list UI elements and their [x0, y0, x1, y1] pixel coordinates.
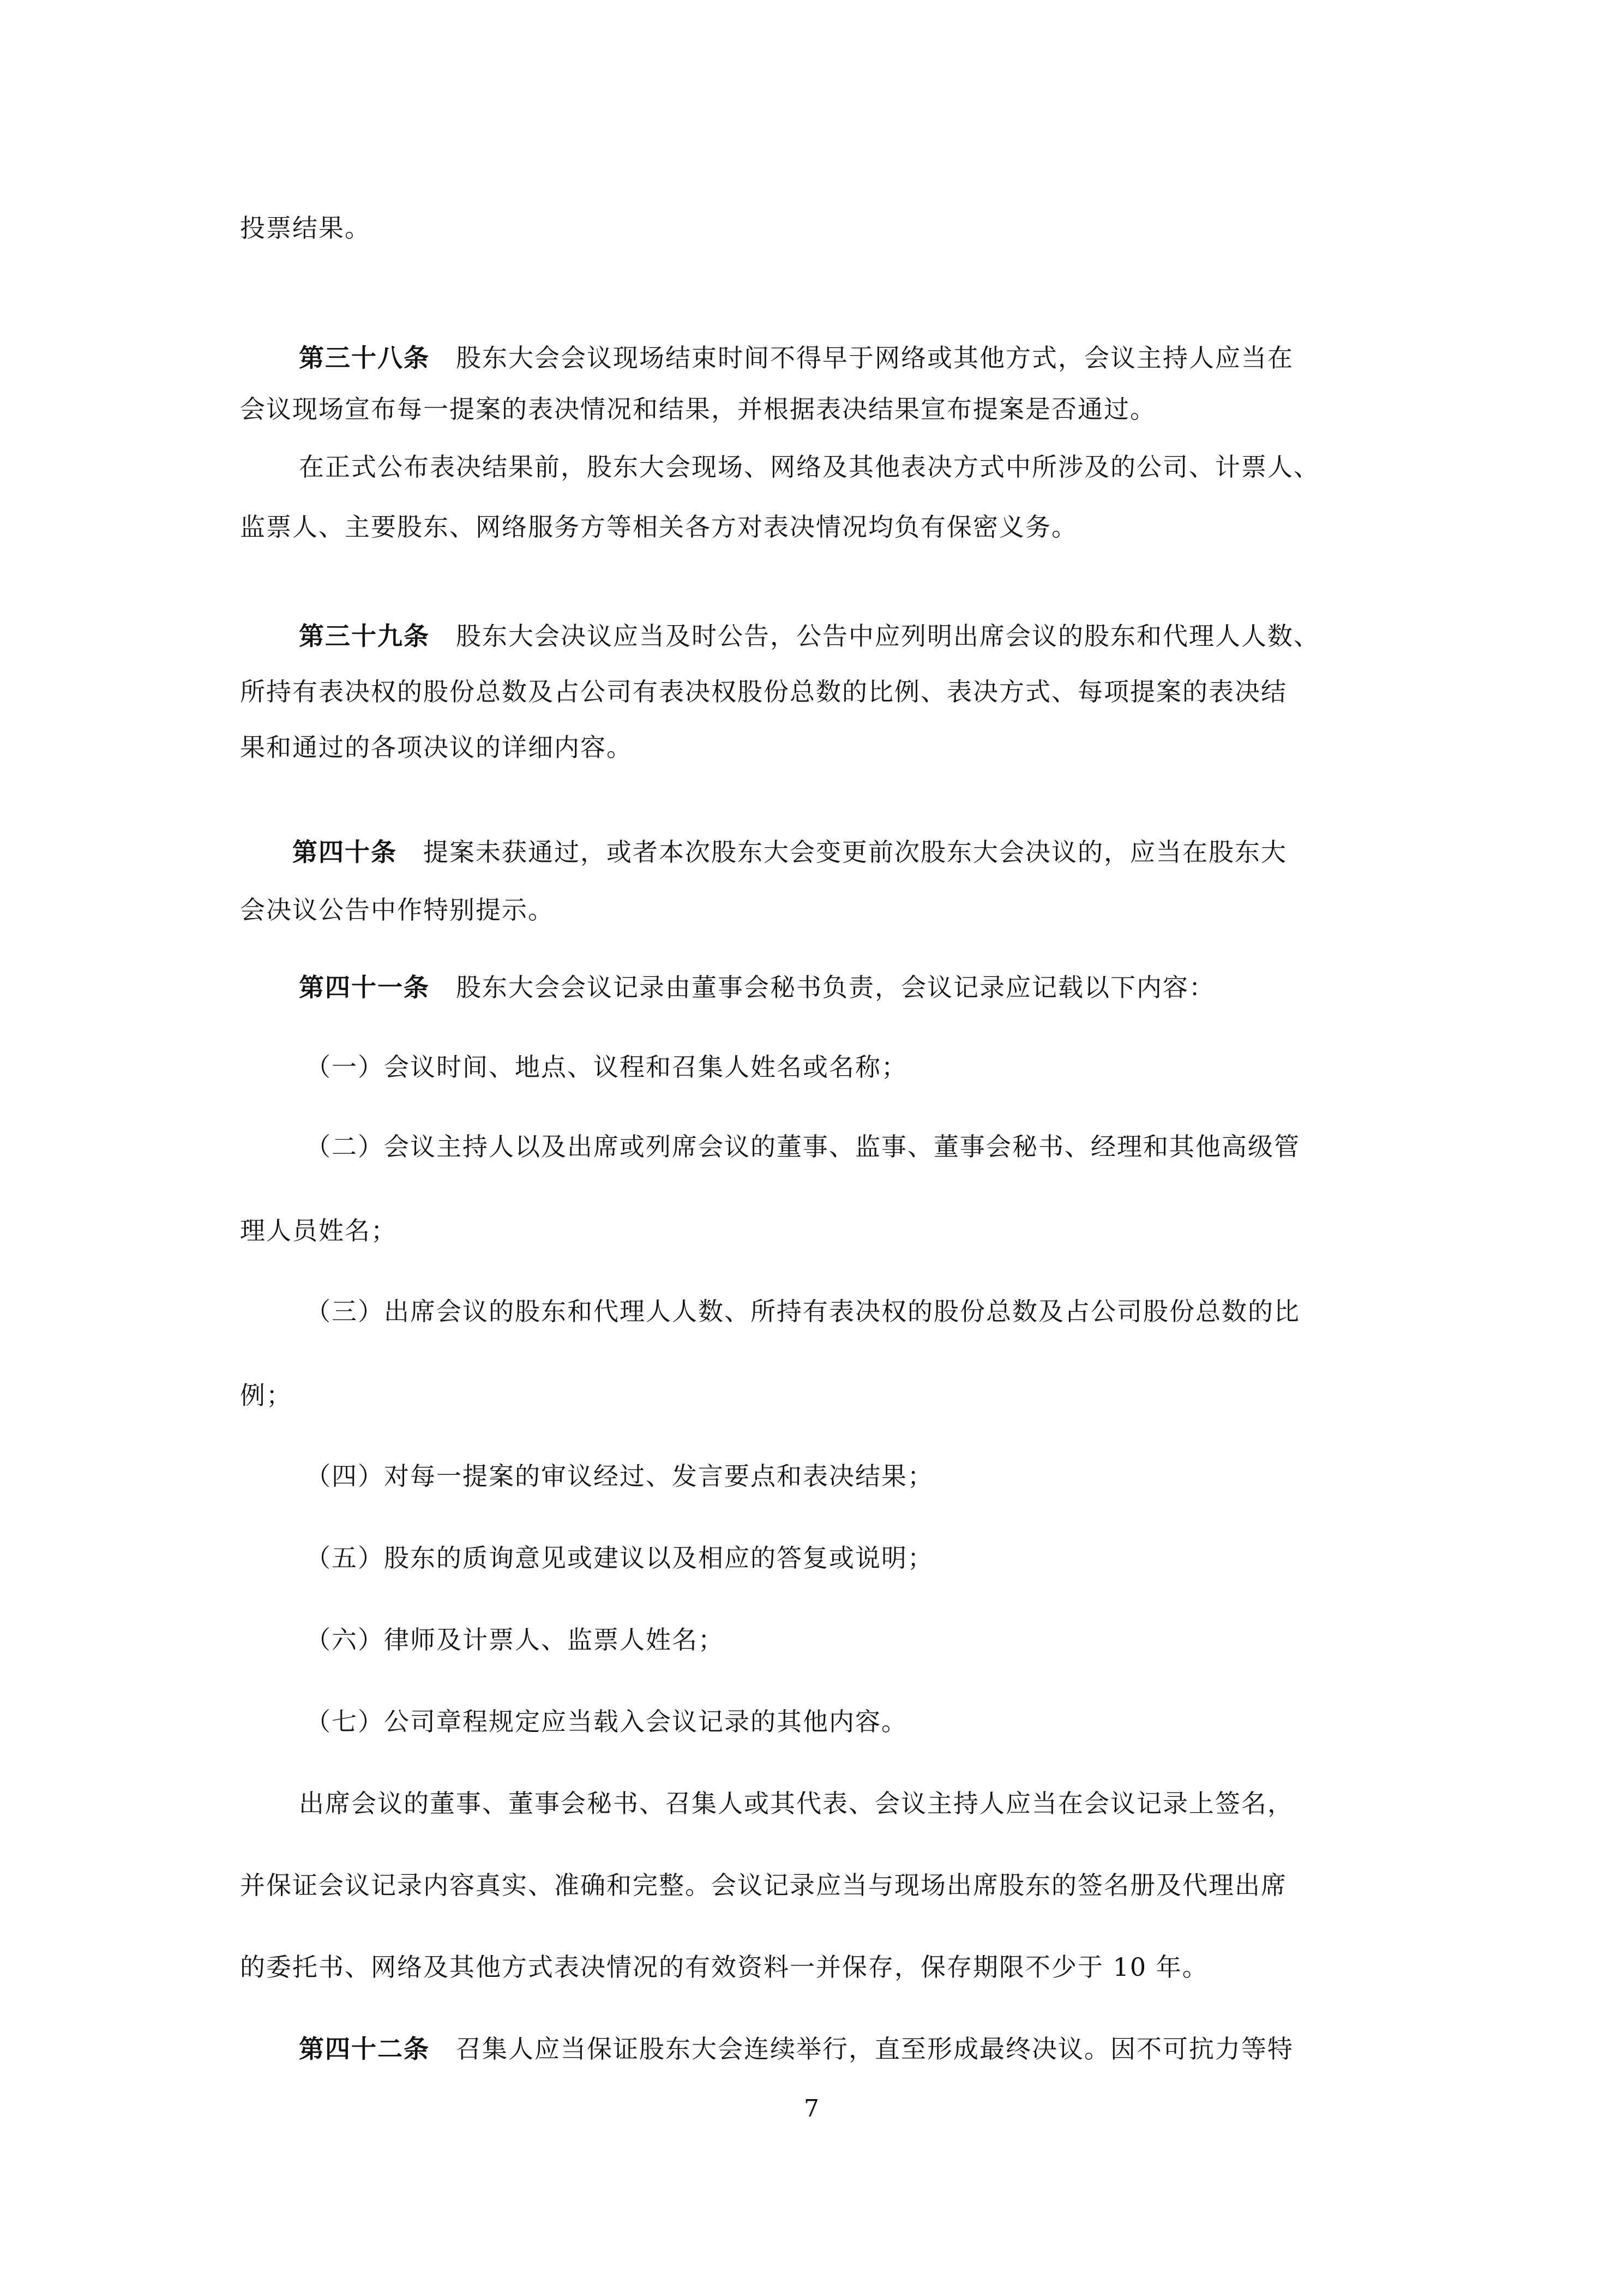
article-39-line-3	[240, 731, 633, 764]
page-number: 7	[804, 2095, 819, 2123]
article-41-para-line-3	[240, 1951, 1209, 1983]
article-41-item-3	[305, 1295, 1300, 1328]
article-41-title: 第四十一条	[299, 973, 430, 1002]
article-38-line-1	[299, 341, 1294, 374]
article-41-item-3-cont	[240, 1379, 292, 1412]
article-41-item-6	[305, 1623, 724, 1656]
article-41-item-4	[305, 1460, 934, 1492]
line-text: 的委托书、网络及其他方式表决情况的有效资料一并保存，保存期限不少于 10 年。	[240, 1952, 1209, 1982]
article-41-para-line-1	[299, 1787, 1294, 1820]
article-42-title: 第四十二条	[299, 2034, 430, 2064]
line-text: （四）对每一提案的审议经过、发言要点和表决结果；	[305, 1461, 934, 1491]
article-39-title: 第三十九条	[299, 621, 430, 651]
article-42-line-1	[299, 2033, 1294, 2065]
article-40-title: 第四十条	[292, 837, 397, 867]
article-41-item-2	[305, 1130, 1300, 1163]
article-41-item-2-cont	[240, 1214, 397, 1247]
article-39-line-1	[299, 620, 1320, 652]
line-text: 投票结果。	[240, 213, 371, 243]
line-text: 股东大会决议应当及时公告，公告中应列明出席会议的股东和代理人人数、	[456, 621, 1320, 651]
line-text: 股东大会会议现场结束时间不得早于网络或其他方式，会议主持人应当在	[456, 343, 1294, 373]
article-38-line-2	[240, 393, 1156, 425]
line-text: （六）律师及计票人、监票人姓名；	[305, 1625, 724, 1654]
line-text: 会议现场宣布每一提案的表决情况和结果，并根据表决结果宣布提案是否通过。	[240, 394, 1156, 424]
line-text: 并保证会议记录内容真实、准确和完整。会议记录应当与现场出席股东的签名册及代理出席	[240, 1871, 1287, 1900]
article-41-item-1	[305, 1051, 907, 1083]
article-41-para-line-2	[240, 1869, 1287, 1902]
line-text: （二）会议主持人以及出席或列席会议的董事、监事、董事会秘书、经理和其他高级管	[305, 1132, 1300, 1161]
line-text: 监票人、主要股东、网络服务方等相关各方对表决情况均负有保密义务。	[240, 512, 1078, 542]
line-text: 会决议公告中作特别提示。	[240, 895, 554, 925]
article-41-item-5	[305, 1542, 934, 1574]
line-text: 果和通过的各项决议的详细内容。	[240, 733, 633, 762]
line-text: 出席会议的董事、董事会秘书、召集人或其代表、会议主持人应当在会议记录上签名，	[299, 1789, 1294, 1818]
article-38-title: 第三十八条	[299, 343, 430, 373]
article-40-line-1	[292, 836, 1287, 868]
line-text: 提案未获通过，或者本次股东大会变更前次股东大会决议的，应当在股东大	[423, 837, 1287, 867]
line-text: （七）公司章程规定应当载入会议记录的其他内容。	[305, 1707, 907, 1736]
line-text: 理人员姓名；	[240, 1216, 397, 1245]
line-text: （五）股东的质询意见或建议以及相应的答复或说明；	[305, 1543, 934, 1573]
article-38-line-4	[240, 511, 1078, 543]
article-40-line-2	[240, 894, 554, 926]
line-text: 所持有表决权的股份总数及占公司有表决权股份总数的比例、表决方式、每项提案的表决结	[240, 677, 1287, 706]
article-41-item-7	[305, 1705, 907, 1738]
line-text: 例；	[240, 1381, 292, 1410]
line-text: 召集人应当保证股东大会连续举行，直至形成最终决议。因不可抗力等特	[456, 2034, 1294, 2064]
article-41-line-1	[299, 971, 1215, 1004]
article-39-line-2	[240, 675, 1287, 708]
line-text: 在正式公布表决结果前，股东大会现场、网络及其他表决方式中所涉及的公司、计票人、	[299, 452, 1320, 482]
line-text: 股东大会会议记录由董事会秘书负责，会议记录应记载以下内容：	[456, 973, 1215, 1002]
line-text: （一）会议时间、地点、议程和召集人姓名或名称；	[305, 1052, 907, 1082]
text-line	[240, 212, 371, 244]
article-38-line-3	[299, 451, 1320, 483]
line-text: （三）出席会议的股东和代理人人数、所持有表决权的股份总数及占公司股份总数的比	[305, 1297, 1300, 1326]
